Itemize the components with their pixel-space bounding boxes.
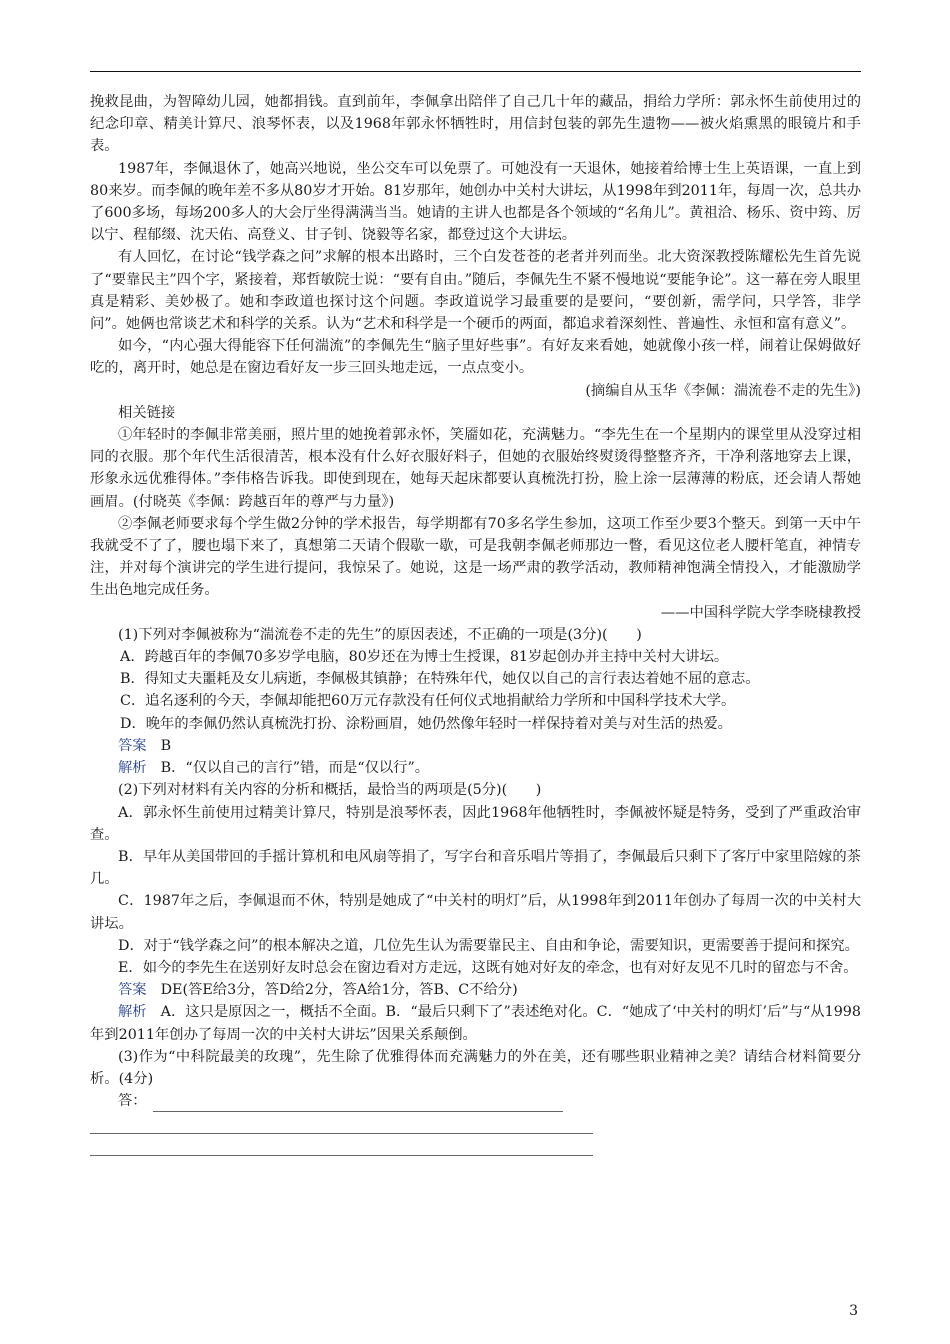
- paragraph: 有人回忆，在讨论“钱学森之问”求解的根本出路时，三个白发苍苍的老者并列而坐。北大资深教授陈耀松先生首先说了“要靠民主”四个字，紧接着，郑哲敏院士说：“要有自由。”随后，李佩先生不紧不慢地说“要能争论”。这一幕在旁人眼里真是精彩、美妙极了。她和李政道也探讨这个问题。李政道说学习最重要的是要问，“要创新，需学问，只学答，非学问”。她俩也常谈艺术和科学的关系。认为“艺术和科学是一个硬币的两面，都追求着深刻性、普遍性、永恒和富有意义”。: [90, 249, 861, 333]
- link-2: ②李佩老师要求每个学生做2分钟的学术报告，每学期都有70多名学生参加，这项工作至少要3个整天。到第一天中午我就受不了了，腰也塌下来了，真想第二天请个假歇一歇，可是我朝李佩老师那边一瞥，看见这位老人腰杆笔直，神情专注，并对每个演讲完的学生进行提问，我惊呆了。她说，这是一场严肃的教学活动，教师精神饱满全情投入，才能激励学生出色地完成任务。: [90, 515, 861, 599]
- link-1: ①年轻时的李佩非常美丽，照片里的她挽着郭永怀，笑靥如花，充满魅力。“李先生在一个星期内的课堂里从没穿过相同的衣服。那个年代生活很清苦，根本没有什么好衣服好料子，但她的衣服始终熨烫得整整齐齐，干净利落地穿去上课，形象永远优雅得体。”李伟格告诉我。即使到现在，她每天起床都要认真梳洗打扮，脸上涂一层薄薄的粉底，还会请人帮她画眉。(付晓英《李佩：跨越百年的尊严与力量》): [90, 427, 861, 510]
- question-2-stem: (2)下列对材料有关内容的分析和概括，最恰当的两项是(5分)( ): [118, 782, 542, 799]
- links-title: 相关链接: [118, 404, 176, 421]
- question-2-analysis: [90, 1001, 861, 1045]
- answer-tag: 答案: [118, 737, 147, 754]
- question-1-option-a: A．跨越百年的李佩70多岁学电脑，80岁还在为博士生授课，81岁起创办并主持中关村大讲坛。: [120, 649, 729, 666]
- analysis-text: A．这只是原因之一，概括不全面。B．“最后只剩下了”表述绝对化。C．“她成了‘中关村的明灯’后”与“从1998年到2011年创办了每周一次的中关村大讲坛”因果关系颠倒。: [90, 1004, 862, 1043]
- question-2-option-e: E．如今的李先生在送别好友时总会在窗边看对方走远，这既有她对好友的牵念，也有对好友见不几时的留恋与不舍。: [118, 959, 858, 976]
- paragraph: 如今，“内心强大得能容下任何湍流”的李佩先生“脑子里好些事”。有好友来看她，她就像小孩一样，闹着让保姆做好吃的，离开时，她总是在窗边看好友一步三回头地走远，一点点变小。: [90, 338, 861, 377]
- page-number: 3: [849, 1303, 858, 1319]
- article-source: (摘编自从玉华《李佩：湍流卷不走的先生》): [585, 382, 861, 399]
- question-2-option-d: D．对于“钱学森之问”的根本解决之道，几位先生认为需要靠民主、自由和争论，需要知识，更需要善于提问和探究。: [118, 937, 859, 954]
- document-body: [90, 91, 861, 1156]
- question-1-analysis: [90, 757, 861, 779]
- header-rule: [90, 71, 861, 72]
- question-1-stem: (1)下列对李佩被称为“湍流卷不走的先生”的原因表述，不正确的一项是(3分)( ): [118, 626, 642, 643]
- paragraph: 1987年，李佩退休了，她高兴地说，坐公交车可以免票了。可她没有一天退休，她接着给博士生上英语课，一直上到80来岁。而李佩的晚年差不多从80岁才开始。81岁那年，她创办中关村大讲坛，从1998年到2011年，每周一次，总共办了600多场，每场200多人的大会厅坐得满满当当。她请的主讲人也都是各个领域的“名角儿”。黄祖洽、杨乐、资中筠、厉以宁、程郁缀、沈天佑、高登义、甘子钊、饶毅等名家，都登过这个大讲坛。: [90, 160, 861, 244]
- question-1-option-d: D．晚年的李佩仍然认真梳洗打扮、涂粉画眉，她仍然像年轻时一样保持着对美与对生活的热爱。: [120, 715, 732, 732]
- answer-blank-line[interactable]: [90, 1155, 593, 1156]
- analysis-tag: 解析: [118, 1004, 147, 1021]
- answer-tag: 答案: [118, 982, 147, 999]
- question-2-option-a: A．郭永怀生前使用过精美计算尺，特别是浪琴怀表，因此1968年他牺牲时，李佩被怀疑是特务，受到了严重政治审查。: [90, 804, 861, 843]
- question-2-answer: [90, 979, 861, 1001]
- question-1-option-c: C．追名逐利的今天，李佩却能把60万元存款没有任何仪式地捐献给力学所和中国科学技术大学。: [120, 693, 736, 710]
- paragraph: 挽救昆曲，为智障幼儿园，她都捐钱。直到前年，李佩拿出陪伴了自己几十年的藏品，捐给力学所：郭永怀生前使用过的纪念印章、精美计算尺、浪琴怀表，以及1968年郭永怀牺牲时，用信封包装的郭先生遗物——被火焰熏黑的眼镜片和手表。: [90, 94, 861, 155]
- question-1-option-b: B．得知丈夫噩耗及女儿病逝，李佩极其镇静；在特殊年代，她仅以自己的言行表达着她不屈的意志。: [120, 671, 760, 688]
- question-1-answer: [90, 735, 861, 757]
- analysis-text: B．“仅以自己的言行”错，而是“仅以行”。: [160, 760, 430, 777]
- link-2-source: ——中国科学院大学李晓棣教授: [660, 604, 861, 621]
- question-3-stem: (3)作为“中科院最美的玫瑰”，先生除了优雅得体而充满魅力的外在美，还有哪些职业精神之美？请结合材料简要分析。(4分): [90, 1048, 861, 1087]
- answer-text: B: [160, 737, 172, 754]
- analysis-tag: 解析: [118, 760, 147, 777]
- answer-line[interactable]: [153, 1095, 563, 1112]
- answer-label: 答：: [118, 1093, 147, 1110]
- answer-text: DE(答E给3分，答D给2分，答A给1分，答B、C不给分): [160, 982, 518, 999]
- answer-blank-line[interactable]: [90, 1133, 593, 1134]
- question-2-option-c: C．1987年之后，李佩退而不休，特别是她成了“中关村的明灯”后，从1998年到2011年创办了每周一次的中关村大讲坛。: [90, 893, 861, 932]
- answer-row: [90, 1090, 861, 1112]
- question-2-option-b: B．早年从美国带回的手摇计算机和电风扇等捐了，写字台和音乐唱片等捐了，李佩最后只剩下了客厅中家里陪嫁的茶几。: [90, 848, 861, 888]
